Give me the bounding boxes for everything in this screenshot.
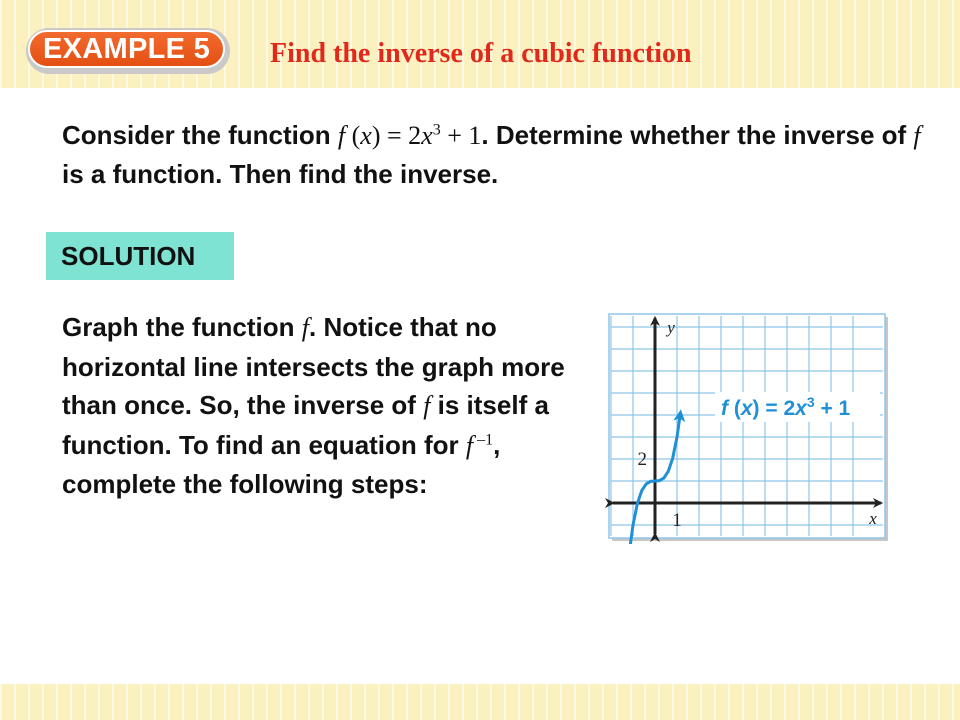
explain-text-4: , complete the following steps: [62,429,501,500]
eq-x: x [740,397,753,420]
example-badge [26,28,230,74]
footer-band [0,684,960,720]
explain-f2: f [423,391,431,421]
explain-text-2: . Notice that no horizontal line intersects the graph more than once. So, the inverse of [62,312,565,421]
x-tick-label: 1 [672,510,682,531]
explain-text-1: Graph the function [62,312,302,342]
explain-finv: f [465,430,474,460]
problem-plus-one: + 1 [440,121,482,150]
eq-x2: x [795,397,807,420]
problem-text-3: is a function. Then find the inverse. [62,159,499,189]
problem-f: f [337,121,346,150]
problem-x: x [360,121,372,150]
cubic-graph [603,309,893,544]
solution-label: SOLUTION [46,232,234,280]
y-tick-label: 2 [637,449,647,470]
problem-equals: ) = 2 [371,121,422,150]
explain-f: f [301,313,309,342]
eq-mid: ) = 2 [752,397,796,420]
problem-paren: ( [345,121,361,150]
x-axis-label: x [869,509,877,528]
explain-finv-exponent: –1 [473,431,494,449]
eq-f: f [721,397,728,420]
problem-f2: f [913,121,921,150]
problem-x2: x [421,121,433,150]
page-title: Find the inverse of a cubic function [270,38,692,69]
eq-paren: ( [728,397,741,420]
eq-end: + 1 [814,397,851,420]
problem-exponent: 3 [432,121,441,139]
equation-label [721,394,851,420]
explanation-text [62,308,602,504]
eq-exp: 3 [806,394,815,410]
y-axis-label: y [667,318,675,337]
problem-statement [62,116,922,193]
example-badge-label: EXAMPLE 5 [28,30,225,68]
problem-text-2: . Determine whether the inverse of [481,120,914,150]
problem-text-1: Consider the function [62,120,338,150]
explain-text-3: is itself a function. To find an equation for [62,390,549,460]
